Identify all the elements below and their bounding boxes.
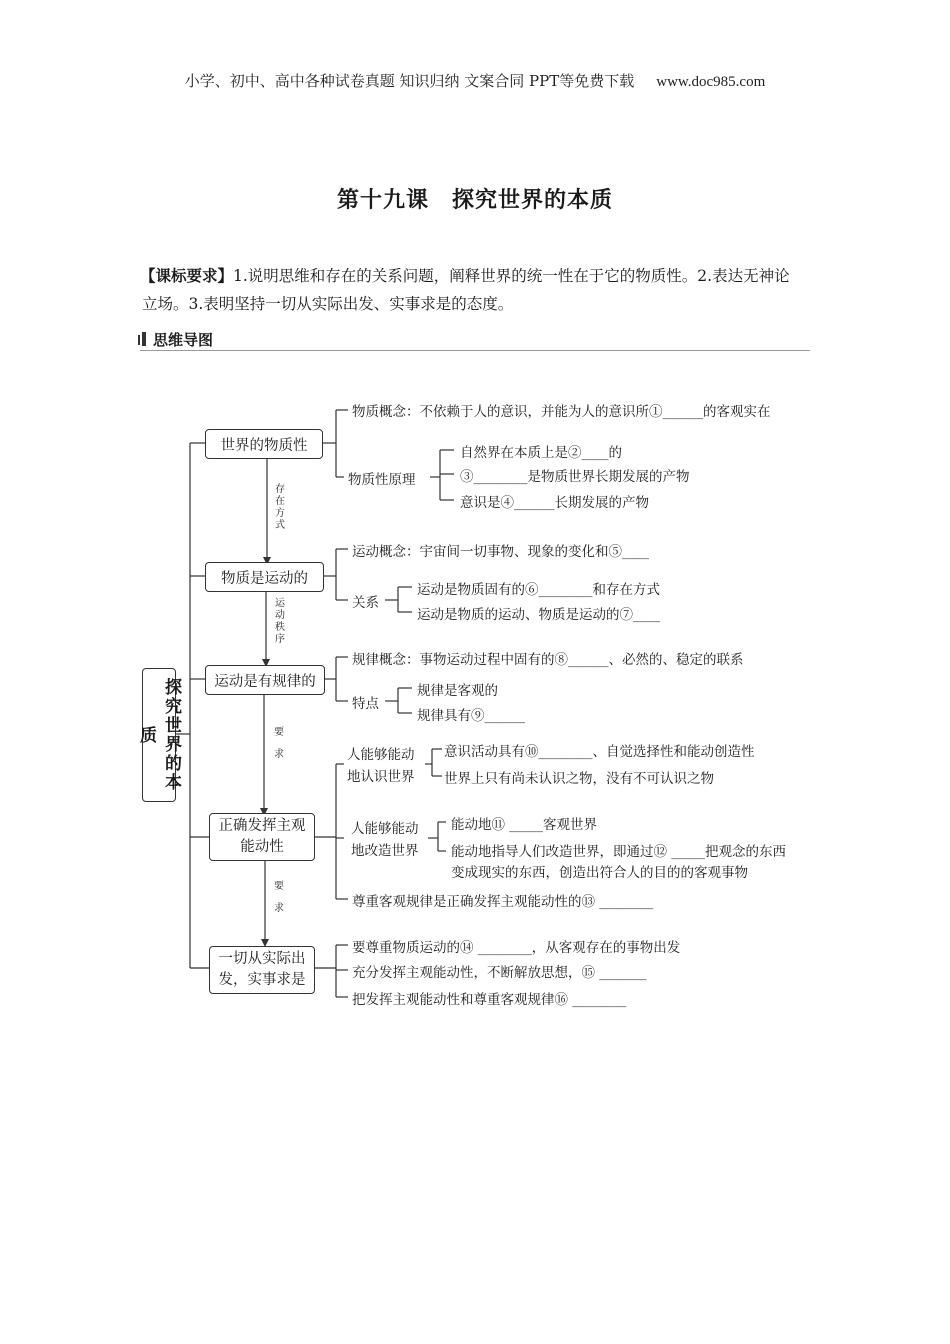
seek-truth-item-1: 要尊重物质运动的⑭ ________，从客观存在的事物出发 (352, 940, 681, 956)
node-world-materiality: 世界的物质性 (205, 429, 323, 459)
change-item-2: 能动地指导人们改造世界，即通过⑫ _____把观念的东西 变成现实的东西，创造出符合人的目的的客观事物 (451, 844, 787, 881)
link-label-existence: 存 在 方 式 (275, 484, 285, 531)
feature-item-2: 规律具有⑨______ (417, 708, 525, 724)
feature-label: 特点 (352, 696, 379, 712)
know-world-label: 人能够能动 地认识世界 (347, 747, 415, 785)
change-world-label: 人能够能动 地改造世界 (351, 821, 419, 859)
principle-item-1: 自然界在本质上是②____的 (460, 445, 622, 461)
principle-item-3: 意识是④______长期发展的产物 (460, 495, 649, 511)
materiality-principle: 物质性原理 (348, 472, 416, 488)
know-item-2: 世界上只有尚未认识之物，没有不可认识之物 (444, 771, 714, 787)
seek-truth-item-2: 充分发挥主观能动性，不断解放思想，⑮ _______ (352, 965, 647, 981)
header-site[interactable]: www.doc985.com (656, 74, 766, 90)
relation-label: 关系 (352, 595, 379, 611)
link-label-require-2: 要 求 (274, 881, 284, 914)
node-n4-line2: 能动性 (240, 839, 284, 855)
node-subjective-initiative (209, 813, 315, 861)
feature-item-1: 规律是客观的 (417, 683, 498, 699)
section-label: 思维导图 (153, 331, 214, 349)
node-n5-line1: 一切从实际出 (218, 951, 306, 967)
node-seek-truth (209, 946, 315, 994)
page-title: 第十九课 探究世界的本质 (336, 188, 613, 213)
requirements-line2: 立场。3.表明坚持一切从实际出发、实事求是的态度。 (142, 295, 514, 313)
relation-item-1: 运动是物质固有的⑥________和存在方式 (417, 582, 660, 598)
change-item-1: 能动地⑪ _____客观世界 (451, 817, 598, 833)
link-label-order: 运 动 秩 序 (275, 598, 285, 645)
node-n5-line2: 发，实事求是 (218, 972, 306, 988)
know-item-1: 意识活动具有⑩________、自觉选择性和能动创造性 (444, 744, 755, 760)
header-text: 小学、初中、高中各种试卷真题 知识归纳 文案合同 PPT等免费下载 (184, 72, 635, 90)
link-label-require-1: 要 求 (274, 727, 284, 760)
requirements-tag: 【课标要求】 (140, 267, 234, 285)
principle-item-2: ③________是物质世界长期发展的产物 (460, 469, 690, 485)
mindmap-root: 探究世界的本质 (142, 668, 176, 802)
seek-truth-item-3: 把发挥主观能动性和尊重客观规律⑯ ________ (352, 992, 627, 1008)
motion-concept: 运动概念：宇宙间一切事物、现象的变化和⑤____ (352, 544, 649, 560)
law-concept: 规律概念：事物运动过程中固有的⑧______、必然的、稳定的联系 (352, 652, 744, 668)
node-matter-in-motion: 物质是运动的 (205, 562, 324, 592)
node-motion-has-laws: 运动是有规律的 (205, 665, 325, 695)
relation-item-2: 运动是物质的运动、物质是运动的⑦____ (417, 607, 660, 623)
requirements-line1: 1.说明思维和存在的关系问题，阐释世界的统一性在于它的物质性。2.表达无神论 (233, 267, 790, 285)
matter-concept: 物质概念：不依赖于人的意识，并能为人的意识所①______的客观实在 (352, 404, 771, 420)
respect-law-item: 尊重客观规律是正确发挥主观能动性的⑬ ________ (352, 894, 654, 910)
node-n4-line1: 正确发挥主观 (218, 818, 306, 834)
